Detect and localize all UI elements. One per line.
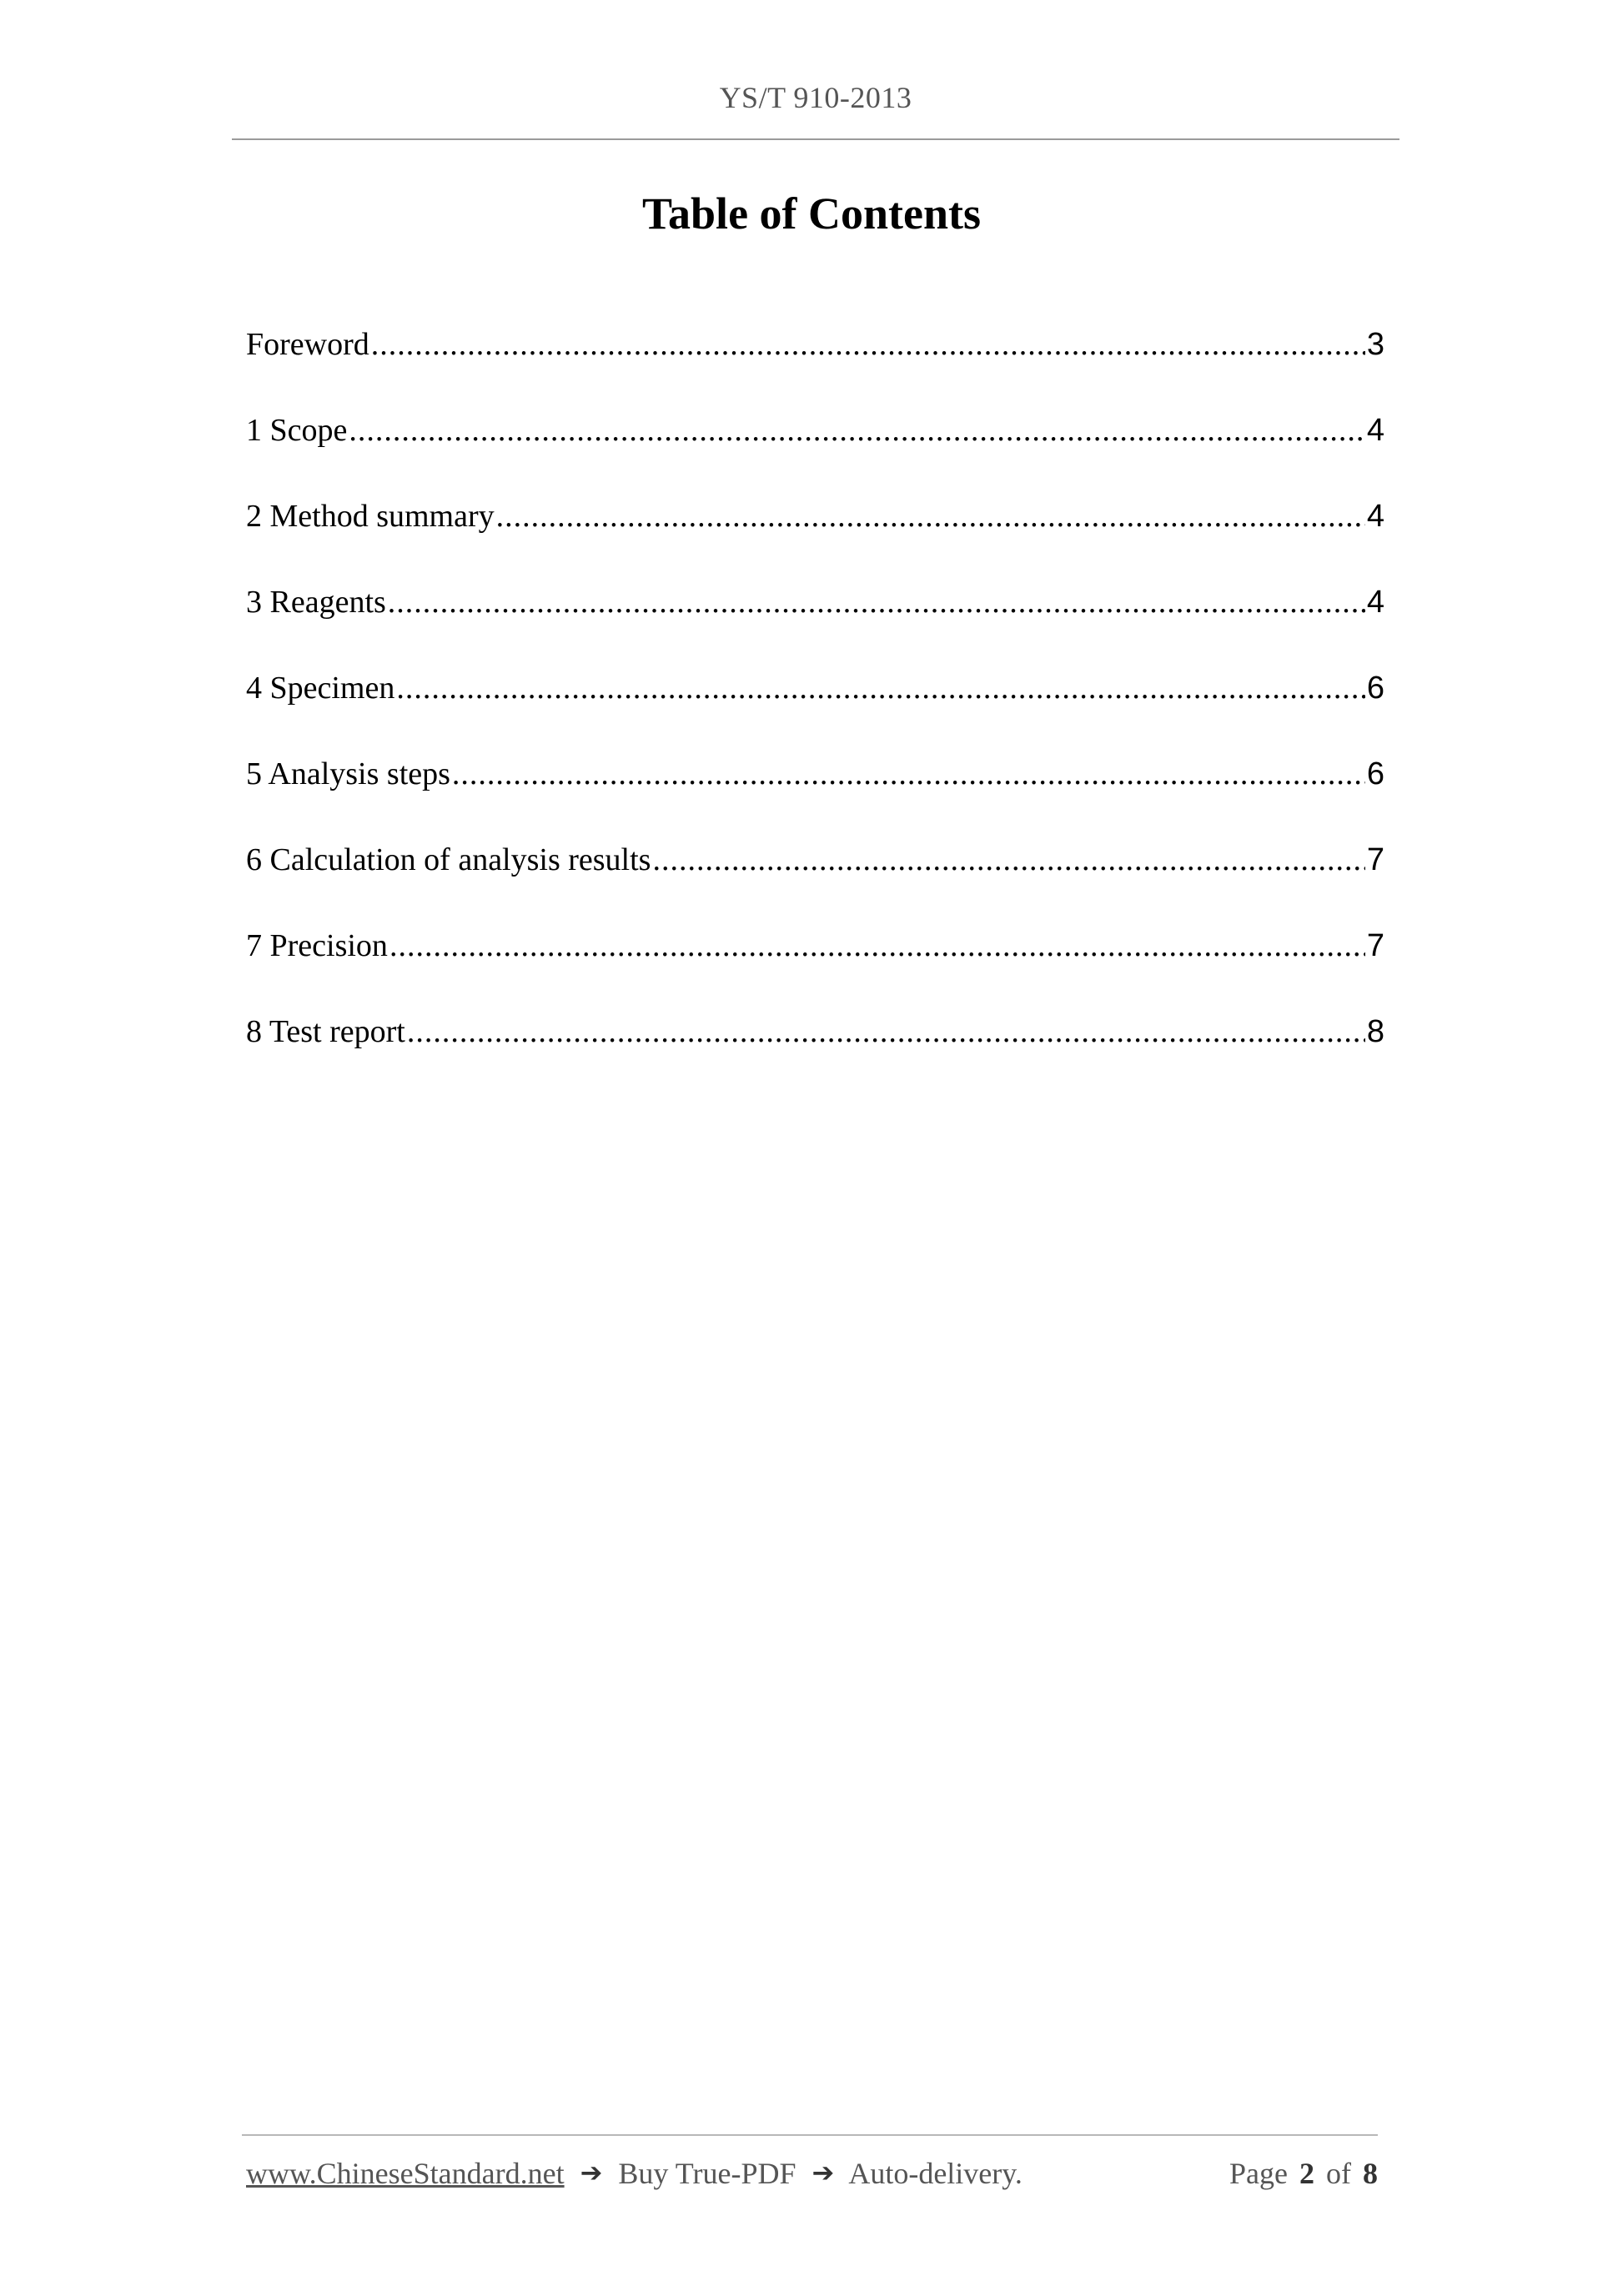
page-header xyxy=(232,77,1399,140)
dot-leader xyxy=(407,1007,1365,1057)
toc-entry-page-number: 4 xyxy=(1366,499,1384,534)
toc-entry-page-number: 3 xyxy=(1366,327,1384,362)
toc-entry-label: 3 Reagents xyxy=(246,585,386,620)
toc-entry-page-number: 4 xyxy=(1366,585,1384,620)
toc-entry-precision[interactable] xyxy=(246,921,1384,1007)
toc-entry-page-number: 7 xyxy=(1366,842,1384,877)
toc-entry-label: 7 Precision xyxy=(246,928,388,963)
page-indicator xyxy=(1229,2156,1378,2191)
toc-entry-label: Foreword xyxy=(246,327,369,362)
current-page-number: 2 xyxy=(1299,2157,1314,2190)
dot-leader xyxy=(396,663,1365,713)
toc-entry-calculation[interactable] xyxy=(246,835,1384,921)
footer-step-buy: Buy True-PDF xyxy=(618,2157,796,2190)
dot-leader xyxy=(371,319,1365,369)
arrow-right-icon: ➔ xyxy=(812,2157,835,2188)
dot-leader xyxy=(452,749,1365,799)
dot-leader xyxy=(388,577,1365,627)
toc-entry-label: 2 Method summary xyxy=(246,499,495,534)
document-code: YS/T 910-2013 xyxy=(719,81,912,114)
toc-entry-page-number: 8 xyxy=(1366,1014,1384,1049)
toc-entry-label: 8 Test report xyxy=(246,1014,405,1049)
toc-entry-scope[interactable] xyxy=(246,405,1384,491)
toc-entry-label: 5 Analysis steps xyxy=(246,756,450,791)
toc-entry-foreword[interactable] xyxy=(246,319,1384,405)
toc-entry-analysis-steps[interactable] xyxy=(246,749,1384,835)
toc-entry-page-number: 6 xyxy=(1366,671,1384,706)
of-word: of xyxy=(1326,2157,1351,2190)
footer-promo xyxy=(246,2156,1023,2191)
total-pages-number: 8 xyxy=(1363,2157,1378,2190)
dot-leader xyxy=(496,491,1365,541)
toc-entry-page-number: 6 xyxy=(1366,756,1384,791)
toc-entry-page-number: 7 xyxy=(1366,928,1384,963)
website-link[interactable]: www.ChineseStandard.net xyxy=(246,2157,565,2190)
toc-entry-label: 6 Calculation of analysis results xyxy=(246,842,651,877)
toc-entry-method-summary[interactable] xyxy=(246,491,1384,577)
page-title: Table of Contents xyxy=(641,188,982,239)
toc-entry-label: 4 Specimen xyxy=(246,671,395,706)
page-word: Page xyxy=(1229,2157,1288,2190)
dot-leader xyxy=(389,921,1365,971)
toc-entry-specimen[interactable] xyxy=(246,663,1384,749)
toc-list xyxy=(246,319,1384,1093)
toc-entry-reagents[interactable] xyxy=(246,577,1384,663)
footer-step-delivery: Auto-delivery. xyxy=(848,2157,1023,2190)
toc-entry-test-report[interactable] xyxy=(246,1007,1384,1093)
page-footer xyxy=(242,2134,1378,2219)
toc-entry-label: 1 Scope xyxy=(246,413,348,448)
toc-entry-page-number: 4 xyxy=(1366,413,1384,448)
arrow-right-icon: ➔ xyxy=(580,2157,603,2188)
dot-leader xyxy=(349,405,1364,455)
dot-leader xyxy=(652,835,1364,885)
